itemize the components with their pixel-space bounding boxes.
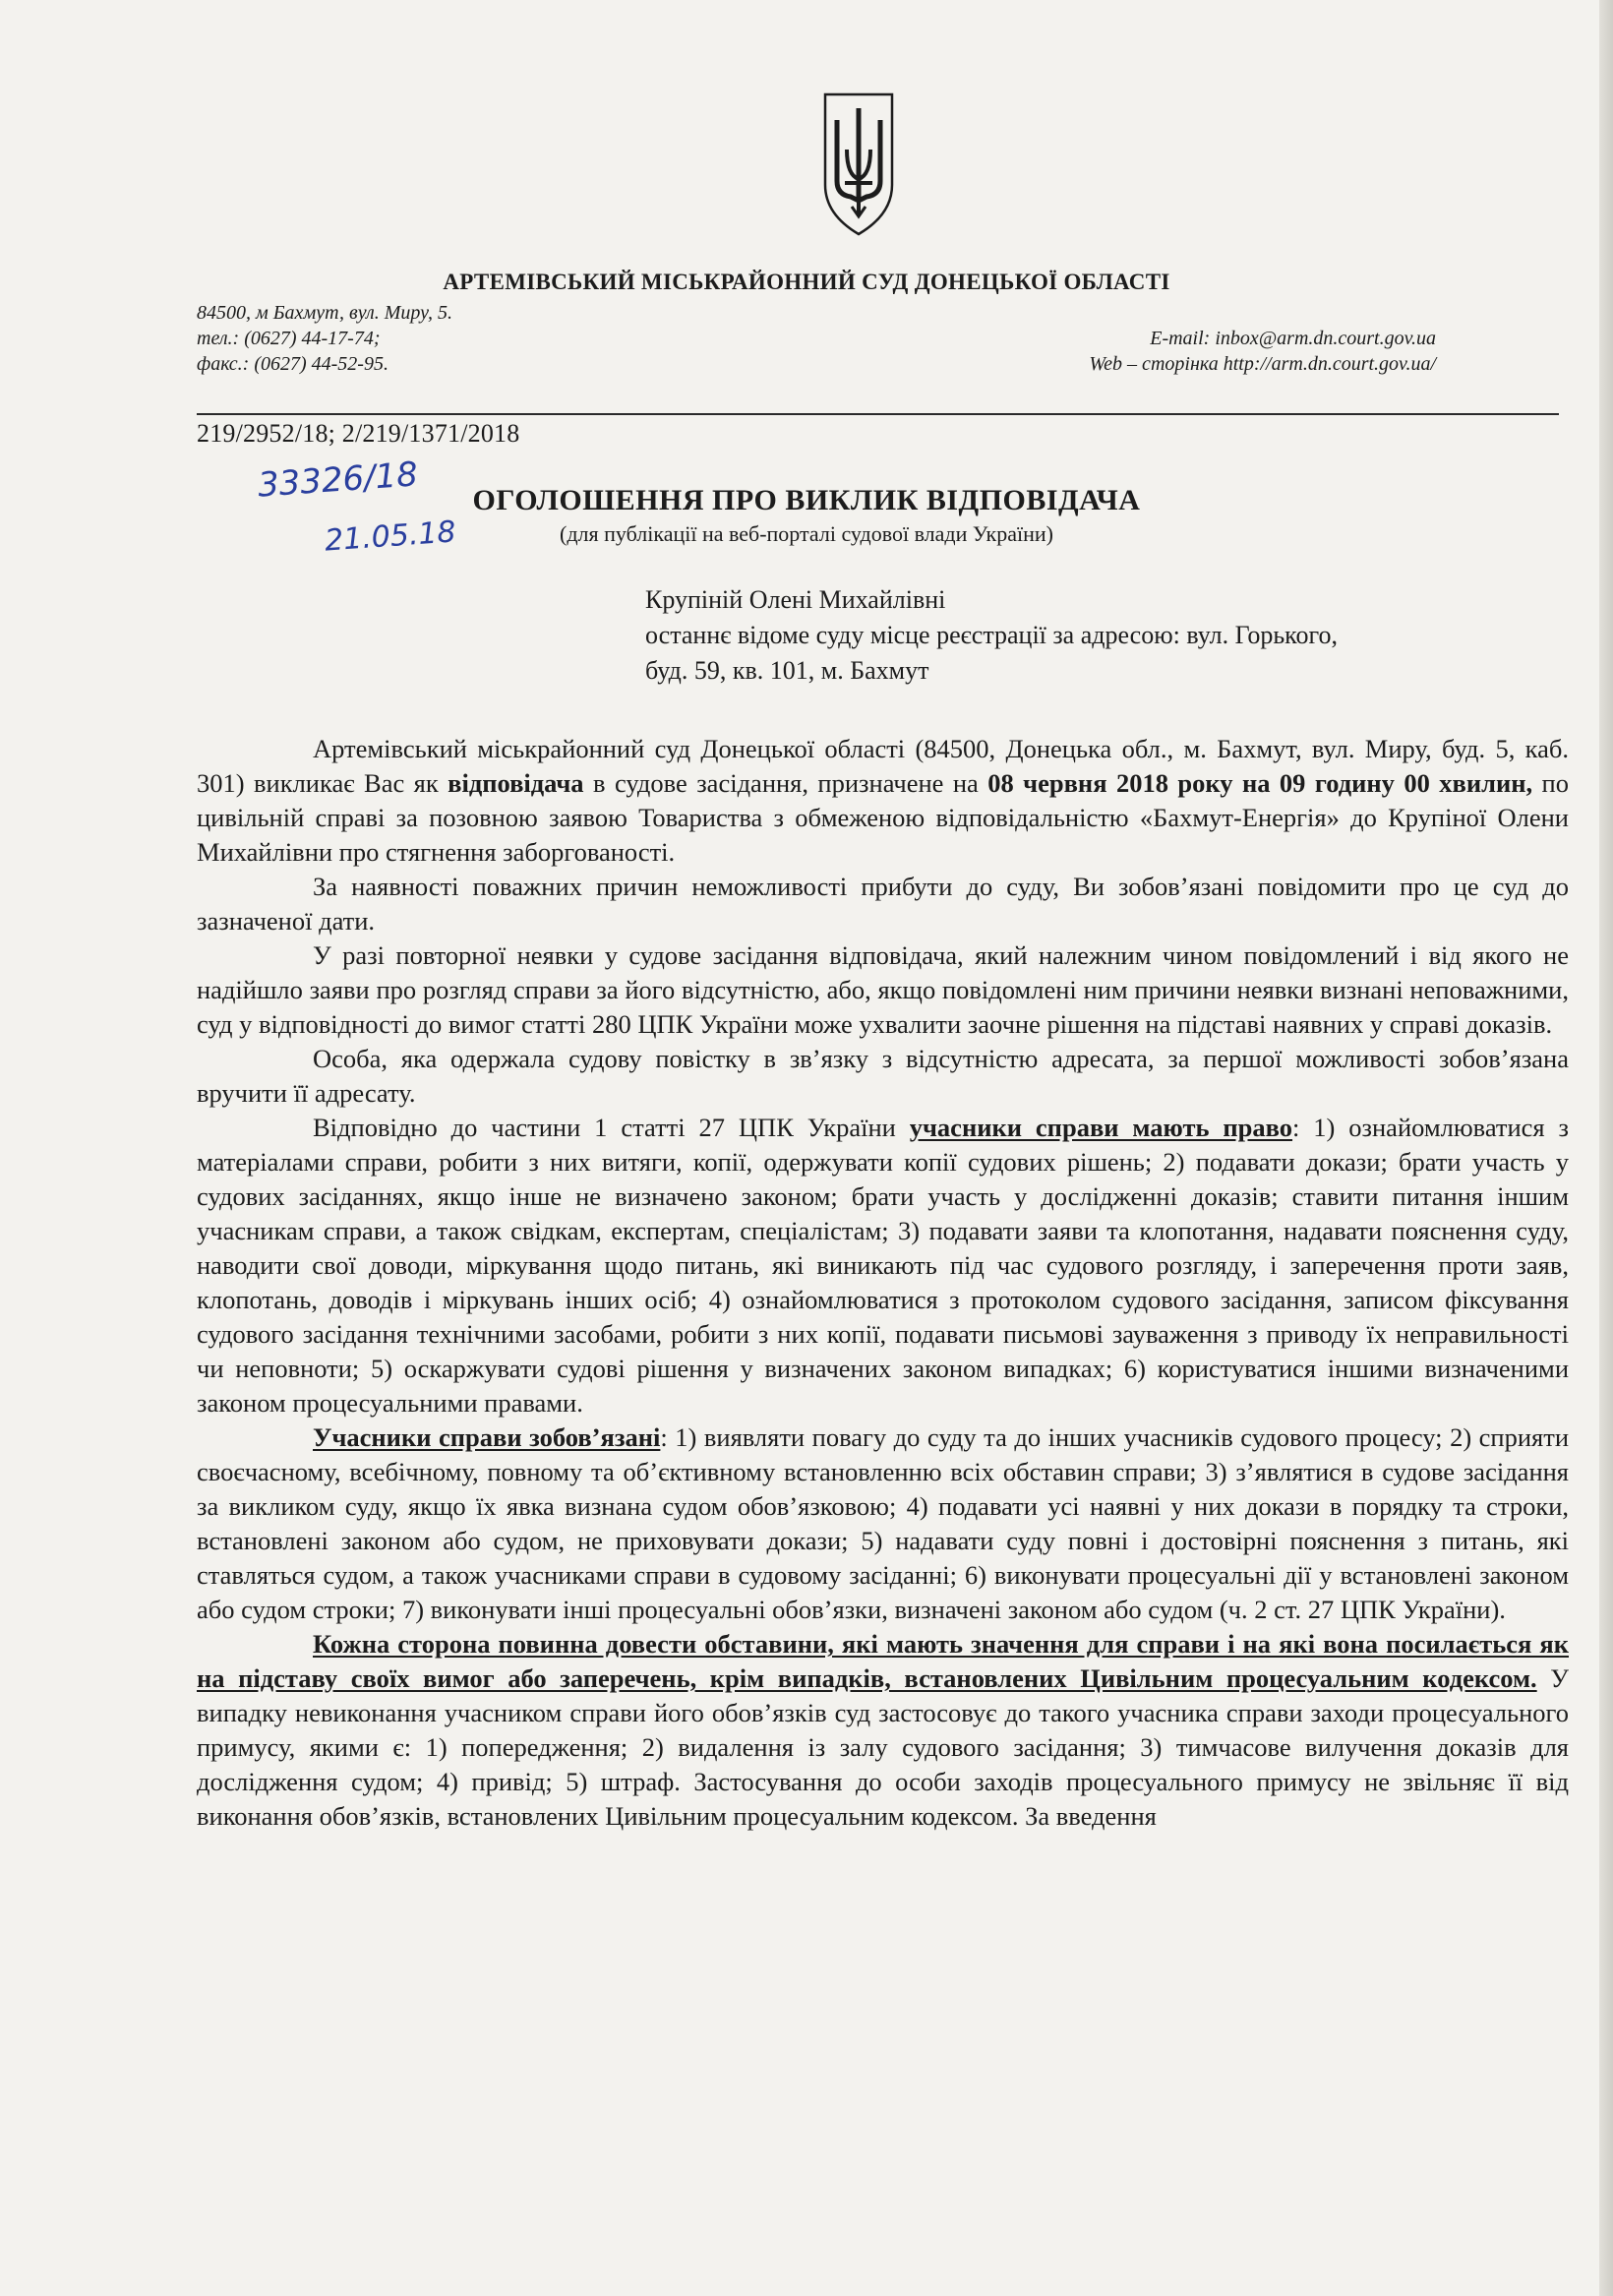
addressee-block <box>645 582 1560 689</box>
case-numbers: 219/2952/18; 2/219/1371/2018 <box>197 419 520 448</box>
paragraph-participant-obligations: Учасники справи зобов’язані: 1) виявляти повагу до суду та до інших учасників судового процесу; 2) сприяти своєчасному, всебічному, повному та об’єктивному встановленню всіх обставин справи; 3) з’являтися в судове засідання за викликом суду, якщо їх явка визнана судом обов’язковою; 4) подавати усі наявні у них докази в порядку та строки, встановлені законом або судом, не приховувати докази; 5) надавати суду повні і достовірні пояснення з питань, які ставляться судом, а також учасниками справи в судовому засіданні; 6) виконувати процесуальні дії у встановлені законом або судом строки; 7) виконувати інші процесуальні обов’язки, визначені законом або судом (ч. 2 ст. 27 ЦПК України). <box>197 1422 1570 1624</box>
court-web: Web – сторінка http://arm.dn.court.gov.ua/ <box>1089 353 1436 375</box>
coat-of-arms-icon <box>819 91 898 238</box>
contact-block-right <box>1089 326 1436 377</box>
paragraph-summons: Артемівський міськрайонний суд Донецької області (84500, Донецька обл., м. Бахмут, вул. Миру, буд. 5, каб. 301) викликає Вас як відповідача в судове засідання, призначене на 08 червня 2018 року на 09 годину 00 хвилин, по цивільній справі за позовною заявою Товариства з обмеженою відповідальністю «Бахмут-Енергія» до Крупіної Олени Михайлівни про стягнення заборгованості. <box>197 734 1569 867</box>
court-name: АРТЕМІВСЬКИЙ МІСЬКРАЙОННИЙ СУД ДОНЕЦЬКОЇ ОБЛАСТІ <box>443 270 1170 294</box>
contact-block-left <box>197 300 452 377</box>
obligations-heading: Учасники справи зобов’язані <box>313 1422 661 1452</box>
defendant-role: відповідача <box>448 768 584 798</box>
hearing-datetime: 08 червня 2018 року на 09 годину 00 хвилин, <box>987 768 1533 798</box>
handwritten-registration-date: 21.05.18 <box>323 514 457 559</box>
court-address: 84500, м Бахмут, вул. Миру, 5. <box>197 302 453 324</box>
paragraph-default-judgment: У разі повторної неявки у судове засідання відповідача, який належним чином повідомлений і від якого не надійшло заяви про розгляд справи за його відсутністю, або, якщо повідомлені ним причини неявки визнані неповажними, суд у відповідності до вимог статті 280 ЦПК України може ухвалити заочне рішення на підставі наявних у справі доказів. <box>197 940 1569 1039</box>
burden-of-proof-heading: Кожна сторона повинна довести обставини, які мають значення для справи і на які вона посилається як на підставу своїх вимог або заперечень, крім випадків, встановлених Цивільним процесуальним кодексом. <box>197 1629 1569 1693</box>
handwritten-registration-number: 33326/18 <box>256 454 420 506</box>
paragraph-notify-court: За наявності поважних причин неможливості прибути до суду, Ви зобов’язані повідомити про це суд до зазначеної дати. <box>197 872 1569 936</box>
rights-heading: учасники справи мають право <box>909 1113 1293 1142</box>
paragraph-burden-of-proof: Кожна сторона повинна довести обставини, які мають значення для справи і на які вона посилається як на підставу своїх вимог або заперечень, крім випадків, встановлених Цивільним процесуальним кодексом. У випадку невиконання учасником справи його обов’язків суд застосовує до такого учасника справи заходи процесуального примусу, якими є: 1) попередження; 2) видалення із залу судового засідання; 3) тимчасове вилучення доказів для дослідження судом; 4) привід; 5) штраф. Застосування до особи заходів процесуального примусу не звільняє її від виконання обов’язків, встановлених Цивільним процесуальним кодексом. За введення <box>197 1629 1569 1831</box>
document-title: ОГОЛОШЕННЯ ПРО ВИКЛИК ВІДПОВІДАЧА <box>472 484 1141 516</box>
notice-body <box>197 732 1569 1834</box>
page-edge-shadow <box>1599 0 1613 2296</box>
addressee-address-line-1: останнє відоме суду місце реєстрації за адресою: вул. Горького, <box>645 621 1339 649</box>
document-subtitle: (для публікації на веб-порталі судової влади України) <box>560 521 1053 546</box>
court-email: E-mail: inbox@arm.dn.court.gov.ua <box>1150 328 1436 349</box>
court-phone: тел.: (0627) 44-17-74; <box>197 328 381 349</box>
addressee-address-line-2: буд. 59, кв. 101, м. Бахмут <box>645 656 929 685</box>
header-divider <box>197 413 1559 415</box>
paragraph-summons-delivery: Особа, яка одержала судову повістку в зв’язку з відсутністю адресата, за першої можливості зобов’язана вручити її адресату. <box>197 1044 1569 1108</box>
addressee-name: Крупіній Олені Михайлівні <box>645 585 946 614</box>
paragraph-participant-rights: Відповідно до частини 1 статті 27 ЦПК України учасники справи мають право: 1) ознайомлюватися з матеріалами справи, робити з них витяги, копії, одержувати копії судових рішень; 2) подавати докази; брати участь у судових засіданнях, якщо інше не визначено законом; брати участь у дослідженні доказів; ставити питання іншим учасникам справи, а також свідкам, експертам, спеціалістам; 3) подавати заяви та клопотання, надавати пояснення суду, наводити свої доводи, міркування щодо питань, які виникають під час судового розгляду, і заперечення проти заяв, клопотань, доводів і міркувань інших осіб; 4) ознайомлюватися з протоколом судового засідання, записом фіксування судового засідання технічними засобами, робити з них копії, подавати письмові зауваження з приводу їх неправильності чи неповноти; 5) оскаржувати судові рішення у визначених законом випадках; 6) користуватися іншими визначеними законом процесуальними правами. <box>197 1113 1569 1418</box>
court-fax: факс.: (0627) 44-52-95. <box>197 353 388 375</box>
